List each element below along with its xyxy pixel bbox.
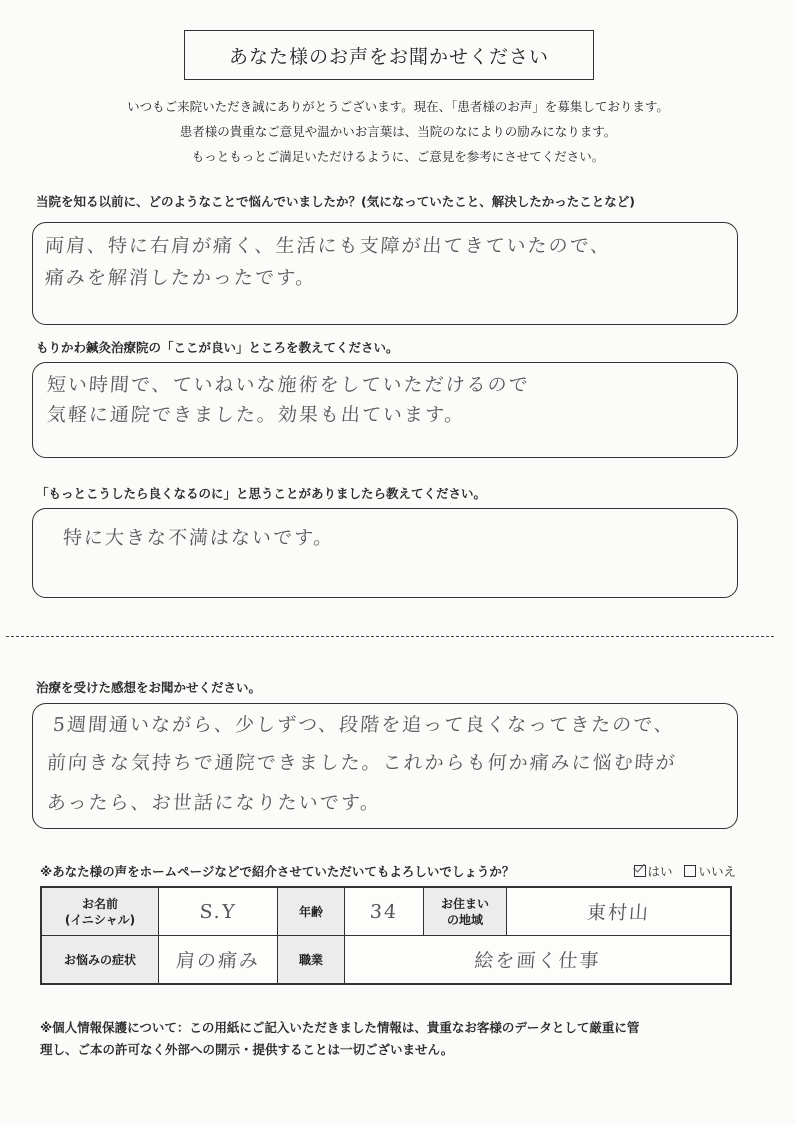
answer-3-line-1: 特に大きな不満はないです。 [62, 527, 336, 549]
intro-line-3: もっともっとご満足いただけるように、ご意見を参考にさせてください。 [191, 149, 605, 164]
consent-question: ※あなた様の声をホームページなどで紹介させていただいてもよろしいでしょうか？ [40, 864, 515, 879]
answer-4-line-2: 前向きな気持ちで通院できました。これからも何か痛みに悩む時が [46, 752, 678, 774]
answer-4-line-1: 5週間通いながら、少しずつ、段階を追って良くなってきたので、 [52, 714, 676, 736]
question-1-label: 当院を知る以前に、どのようなことで悩んでいましたか？(気になっていたこと、解決したかったことなど) [36, 194, 635, 209]
area-value: 東村山 [586, 902, 651, 924]
consent-row [40, 862, 740, 880]
symptom-field[interactable] [159, 936, 278, 985]
age-label: 年齢 [278, 887, 345, 936]
job-value: 絵を画く仕事 [473, 950, 602, 972]
answer-box-4 [32, 703, 738, 829]
answer-1-line-1: 両肩、特に右肩が痛く、生活にも支障が出てきていたので、 [44, 235, 612, 257]
area-label-line-2: の地域 [446, 912, 483, 927]
answer-box-3 [32, 508, 738, 598]
intro-line-1: いつもご来院いただき誠にありがとうございます。現在、「患者様のお声」を募集しております。 [127, 99, 669, 114]
question-3-label: 「もっとこうしたら良くなるのに」と思うことがありましたら教えてください。 [36, 486, 487, 501]
question-2-label: もりかわ鍼灸治療院の「ここが良い」ところを教えてください。 [36, 340, 399, 355]
name-label [41, 887, 159, 936]
consent-yes-label: はい [647, 864, 673, 879]
form-title: あなた様のお声をお聞かせください [184, 30, 594, 80]
privacy-note-line-2: 理し、ご本の許可なく外部への開示・提供することは一切ございません。 [40, 1042, 454, 1057]
name-value: S.Y [198, 900, 238, 923]
question-4-label: 治療を受けた感想をお聞かせください。 [36, 680, 262, 695]
age-value: 34 [369, 900, 399, 923]
answer-4-line-3: あったら、お世話になりたいです。 [46, 792, 382, 814]
consent-options [634, 862, 736, 880]
privacy-note [40, 1017, 752, 1061]
name-field[interactable] [159, 887, 278, 936]
job-label: 職業 [278, 936, 345, 985]
section-divider [6, 636, 774, 637]
personal-info-table [40, 886, 732, 985]
consent-yes-checkbox[interactable] [634, 865, 646, 877]
job-field[interactable] [345, 936, 732, 985]
answer-2-line-1: 短い時間で、ていねいな施術をしていただけるので [46, 374, 531, 396]
consent-no-checkbox[interactable] [684, 865, 696, 877]
name-label-line-2: (イニシャル) [64, 912, 136, 927]
answer-1-line-2: 痛みを解消したかったです。 [44, 267, 318, 289]
age-field[interactable] [345, 887, 424, 936]
area-field[interactable] [507, 887, 732, 936]
intro-line-2: 患者様の貴重なご意見や温かいお言葉は、当院のなによりの励みになります。 [179, 124, 617, 139]
area-label [424, 887, 507, 936]
symptom-label: お悩みの症状 [41, 936, 159, 985]
area-label-line-1: お住まい [440, 896, 489, 911]
consent-no-label: いいえ [698, 864, 736, 879]
symptom-value: 肩の痛み [175, 950, 261, 972]
answer-box-1 [32, 222, 738, 325]
name-label-line-1: お名前 [81, 896, 118, 911]
privacy-note-line-1: ※個人情報保護について：この用紙にご記入いただきました情報は、貴重なお客様のデータとして厳重に管 [40, 1020, 640, 1035]
answer-2-line-2: 気軽に通院できました。効果も出ています。 [46, 404, 467, 426]
answer-box-2 [32, 362, 738, 458]
